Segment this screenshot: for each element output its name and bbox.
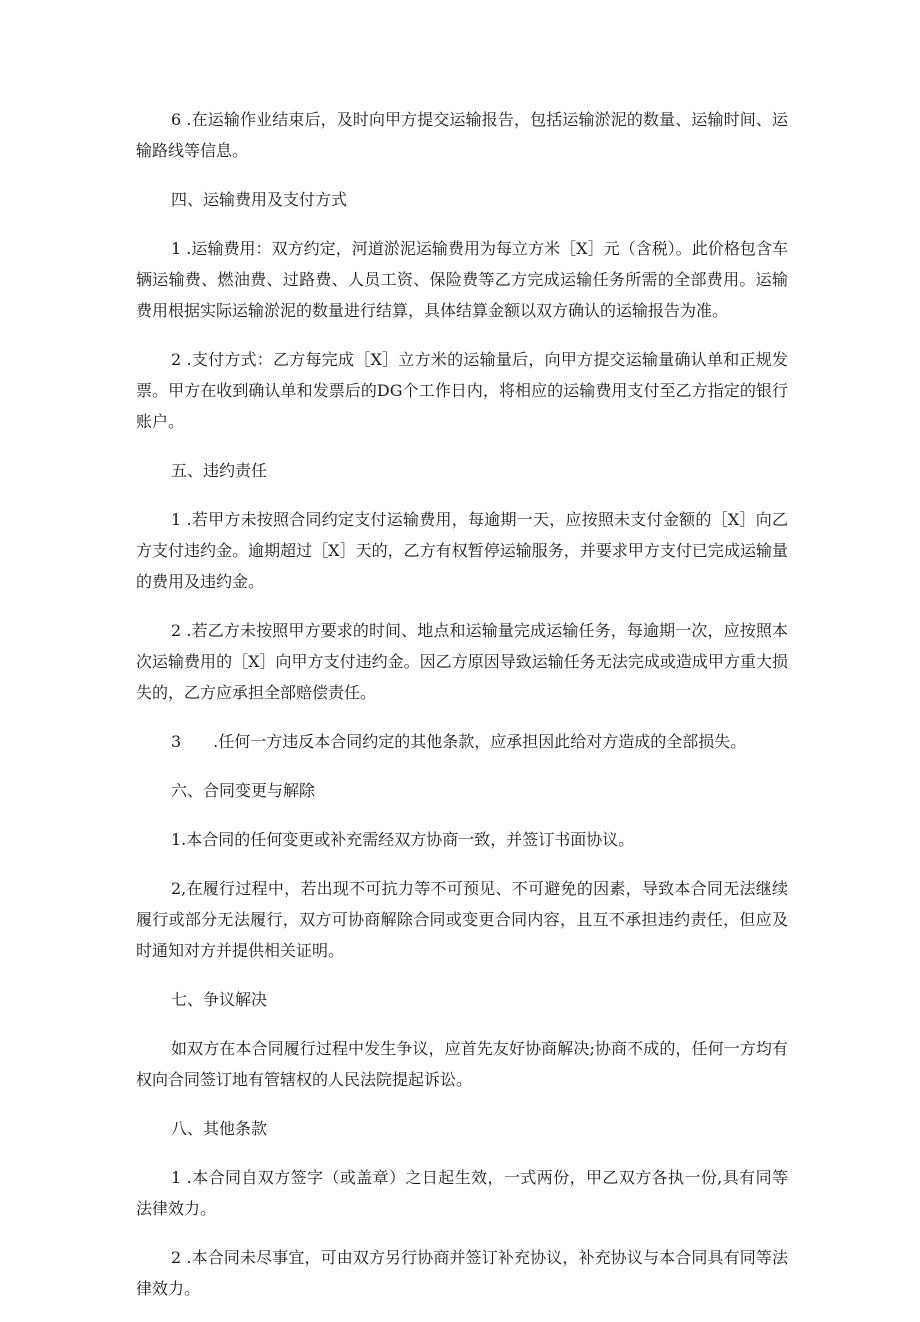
clause-liability-1: 1 .若甲方未按照合同约定支付运输费用，每逾期一天，应按照未支付金额的［X］向乙方支付违约金。逾期超过［X］天的，乙方有权暂停运输服务，并要求甲方支付已完成运输量的费用及违约金。: [136, 510, 788, 591]
clause-6-report: 6 .在运输作业结束后，及时向甲方提交运输报告，包括运输淤泥的数量、运输时间、运输路线等信息。: [136, 110, 788, 160]
section-heading-liability: 五、违约责任: [171, 461, 268, 480]
clause-other-2: 2 .本合同未尽事宜，可由双方另行协商并签订补充协议，补充协议与本合同具有同等法律效力。: [136, 1248, 788, 1298]
clause-liability-2: 2 .若乙方未按照甲方要求的时间、地点和运输量完成运输任务，每逾期一次，应按照本次运输费用的［X］向甲方支付违约金。因乙方原因导致运输任务无法完成或造成甲方重大损失的，乙方应承担全部赔偿责任。: [136, 621, 788, 702]
clause-liability-3: 3 .任何一方违反本合同约定的其他条款，应承担因此给对方造成的全部损失。: [171, 732, 747, 751]
document-page: [136, 104, 788, 1322]
section-heading-change: 六、合同变更与解除: [171, 781, 316, 800]
clause-dispute: 如双方在本合同履行过程中发生争议，应首先友好协商解决;协商不成的，任何一方均有权向合同签订地有管辖权的人民法院提起诉讼。: [136, 1039, 788, 1089]
clause-change-2: 2,在履行过程中，若出现不可抗力等不可预见、不可避免的因素，导致本合同无法继续履行或部分无法履行，双方可协商解除合同或变更合同内容，且互不承担违约责任，但应及时通知对方并提供相关证明。: [136, 879, 788, 960]
section-heading-fees: 四、运输费用及支付方式: [171, 190, 348, 209]
clause-other-1: 1 .本合同自双方签字（或盖章）之日起生效，一式两份，甲乙双方各执一份,具有同等法律效力。: [136, 1168, 788, 1218]
clause-fees-1: 1 .运输费用：双方约定，河道淤泥运输费用为每立方米［X］元（含税）。此价格包含车辆运输费、燃油费、过路费、人员工资、保险费等乙方完成运输任务所需的全部费用。运输费用根据实际运输淤泥的数量进行结算，具体结算金额以双方确认的运输报告为准。: [136, 239, 788, 320]
clause-fees-2: 2 .支付方式：乙方每完成［X］立方米的运输量后，向甲方提交运输量确认单和正规发票。甲方在收到确认单和发票后的DG个工作日内，将相应的运输费用支付至乙方指定的银行账户。: [136, 350, 788, 431]
section-heading-other: 八、其他条款: [171, 1119, 268, 1138]
section-heading-dispute: 七、争议解决: [171, 990, 268, 1009]
clause-change-1: 1.本合同的任何变更或补充需经双方协商一致，并签订书面协议。: [171, 830, 635, 849]
